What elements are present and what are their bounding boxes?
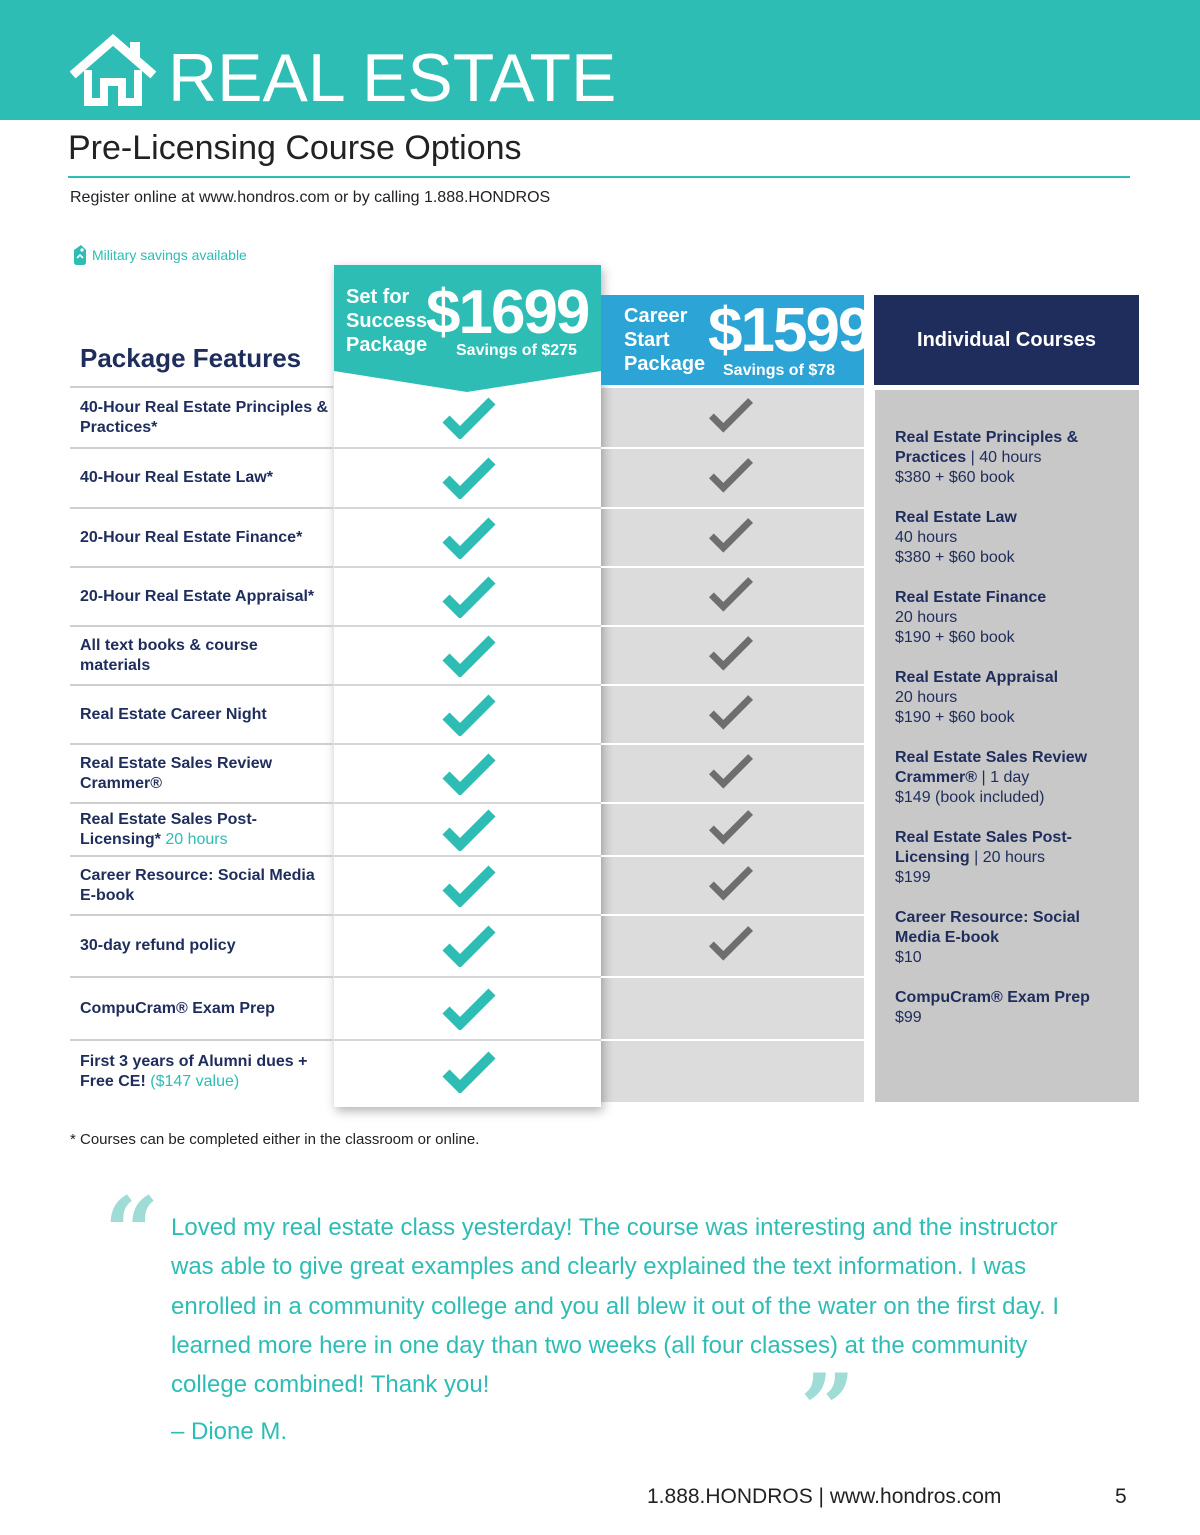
sfs-check-icon	[442, 925, 496, 967]
row-divider	[70, 743, 333, 745]
row-divider	[601, 743, 864, 745]
row-divider	[601, 976, 864, 978]
row-divider	[601, 566, 864, 568]
row-divider	[334, 625, 601, 627]
cs-check-icon	[708, 925, 754, 961]
individual-courses-list	[895, 428, 1125, 1048]
military-note	[70, 244, 247, 266]
house-icon	[70, 34, 156, 106]
career-start-header	[601, 295, 871, 385]
row-divider	[70, 625, 333, 627]
row-divider	[70, 684, 333, 686]
military-text: Military savings available	[92, 247, 247, 263]
testimonial-text: Loved my real estate class yesterday! The course was interesting and the instructor was able to give great examples and clearly explained the text information. I was enrolled in a community college and you all blew it out of the water on the first day. I learned more here in one day than two weeks (all four classes) at the community college combined! Thank you!	[171, 1214, 1060, 1399]
sfs-check-icon	[442, 753, 496, 795]
row-divider	[334, 743, 601, 745]
feature-label: Real Estate Sales Post-Licensing* 20 hours	[80, 810, 257, 848]
row-divider	[70, 566, 333, 568]
close-quote-mark: ”	[800, 1353, 856, 1466]
testimonial-author: – Dione M.	[171, 1418, 288, 1445]
row-divider	[70, 447, 333, 449]
set-for-success-header	[334, 265, 601, 393]
career-start-column	[601, 388, 864, 1102]
individual-courses-header: Individual Courses	[874, 295, 1139, 385]
sfs-check-icon	[442, 988, 496, 1030]
row-divider	[334, 447, 601, 449]
individual-course-item: Real Estate Finance 20 hours $190 + $60 book	[895, 589, 1047, 646]
cs-check-icon	[708, 753, 754, 789]
row-divider	[334, 684, 601, 686]
individual-course-item: Real Estate Sales Post-Licensing | 20 hours $199	[895, 829, 1072, 886]
sfs-check-icon	[442, 576, 496, 618]
subtitle-divider	[68, 176, 1130, 178]
row-divider	[334, 855, 601, 857]
package-features-heading: Package Features	[80, 343, 302, 373]
sfs-check-icon	[442, 397, 496, 439]
sfs-check-icon	[442, 694, 496, 736]
feature-label: CompuCram® Exam Prep	[80, 999, 275, 1017]
row-divider	[70, 802, 333, 804]
row-divider	[70, 1039, 333, 1041]
set-for-success-label: Set for Success Package	[346, 286, 428, 356]
row-divider	[601, 447, 864, 449]
set-for-success-savings: Savings of $275	[456, 342, 577, 359]
feature-label: 40-Hour Real Estate Principles & Practices*	[80, 399, 329, 436]
row-divider	[334, 976, 601, 978]
feature-label: First 3 years of Alumni dues + Free CE! ($147 value)	[80, 1053, 308, 1090]
sfs-check-icon	[442, 1051, 496, 1093]
individual-course-item: Real Estate Law 40 hours $380 + $60 book	[895, 509, 1017, 566]
feature-label: Career Resource: Social Media E-book	[80, 866, 315, 904]
cs-check-icon	[708, 457, 754, 493]
feature-label: 30-day refund policy	[80, 937, 236, 954]
row-divider	[601, 684, 864, 686]
register-text: Register online at www.hondros.com or by calling 1.888.HONDROS	[70, 189, 551, 206]
sfs-check-icon	[442, 635, 496, 677]
row-divider	[334, 914, 601, 916]
row-divider	[601, 914, 864, 916]
cs-check-icon	[708, 694, 754, 730]
row-divider	[601, 802, 864, 804]
cs-check-icon	[708, 865, 754, 901]
footer-contact: 1.888.HONDROS | www.hondros.com	[647, 1485, 1002, 1508]
sfs-check-icon	[442, 457, 496, 499]
row-divider	[334, 507, 601, 509]
footnote: * Courses can be completed either in the classroom or online.	[70, 1131, 480, 1148]
feature-label: Real Estate Sales Review Crammer®	[80, 754, 273, 792]
cs-check-icon	[708, 517, 754, 553]
row-divider	[601, 625, 864, 627]
individual-course-item: Real Estate Sales Review Crammer® | 1 day $149 (book included)	[895, 749, 1088, 806]
row-divider	[601, 507, 864, 509]
feature-label: 40-Hour Real Estate Law*	[80, 469, 273, 486]
row-divider	[70, 914, 333, 916]
cs-check-icon	[708, 397, 754, 433]
sfs-check-icon	[442, 865, 496, 907]
individual-course-item: CompuCram® Exam Prep $99	[895, 989, 1090, 1026]
row-divider	[601, 1039, 864, 1041]
page-number: 5	[1115, 1485, 1127, 1508]
header-banner	[0, 0, 1200, 120]
individual-course-item: Real Estate Principles & Practices | 40 hours $380 + $60 book	[895, 429, 1079, 486]
cs-check-icon	[708, 576, 754, 612]
individual-course-item: Real Estate Appraisal 20 hours $190 + $60 book	[895, 669, 1059, 726]
career-start-savings: Savings of $78	[723, 362, 836, 379]
feature-label: All text books & course materials	[80, 636, 258, 674]
feature-label: 20-Hour Real Estate Finance*	[80, 528, 303, 546]
cs-check-icon	[708, 635, 754, 671]
set-for-success-price: $1699	[426, 278, 589, 347]
row-divider	[70, 976, 333, 978]
career-start-label: Career Start Package	[624, 305, 706, 375]
row-divider	[334, 566, 601, 568]
page-title: REAL ESTATE	[168, 40, 617, 116]
individual-course-item: Career Resource: Social Media E-book $10	[895, 909, 1080, 966]
military-tag-icon	[70, 244, 88, 266]
row-divider	[70, 855, 333, 857]
page-subtitle: Pre-Licensing Course Options	[68, 129, 522, 167]
cs-check-icon	[708, 809, 754, 845]
open-quote-mark: “	[104, 1176, 160, 1289]
sfs-check-icon	[442, 809, 496, 851]
row-divider	[334, 1039, 601, 1041]
career-start-price: $1599	[708, 296, 871, 365]
sfs-check-icon	[442, 517, 496, 559]
row-divider	[70, 507, 333, 509]
feature-label: Real Estate Career Night	[80, 705, 267, 723]
feature-label: 20-Hour Real Estate Appraisal*	[80, 587, 315, 605]
row-divider	[334, 802, 601, 804]
row-divider	[601, 855, 864, 857]
